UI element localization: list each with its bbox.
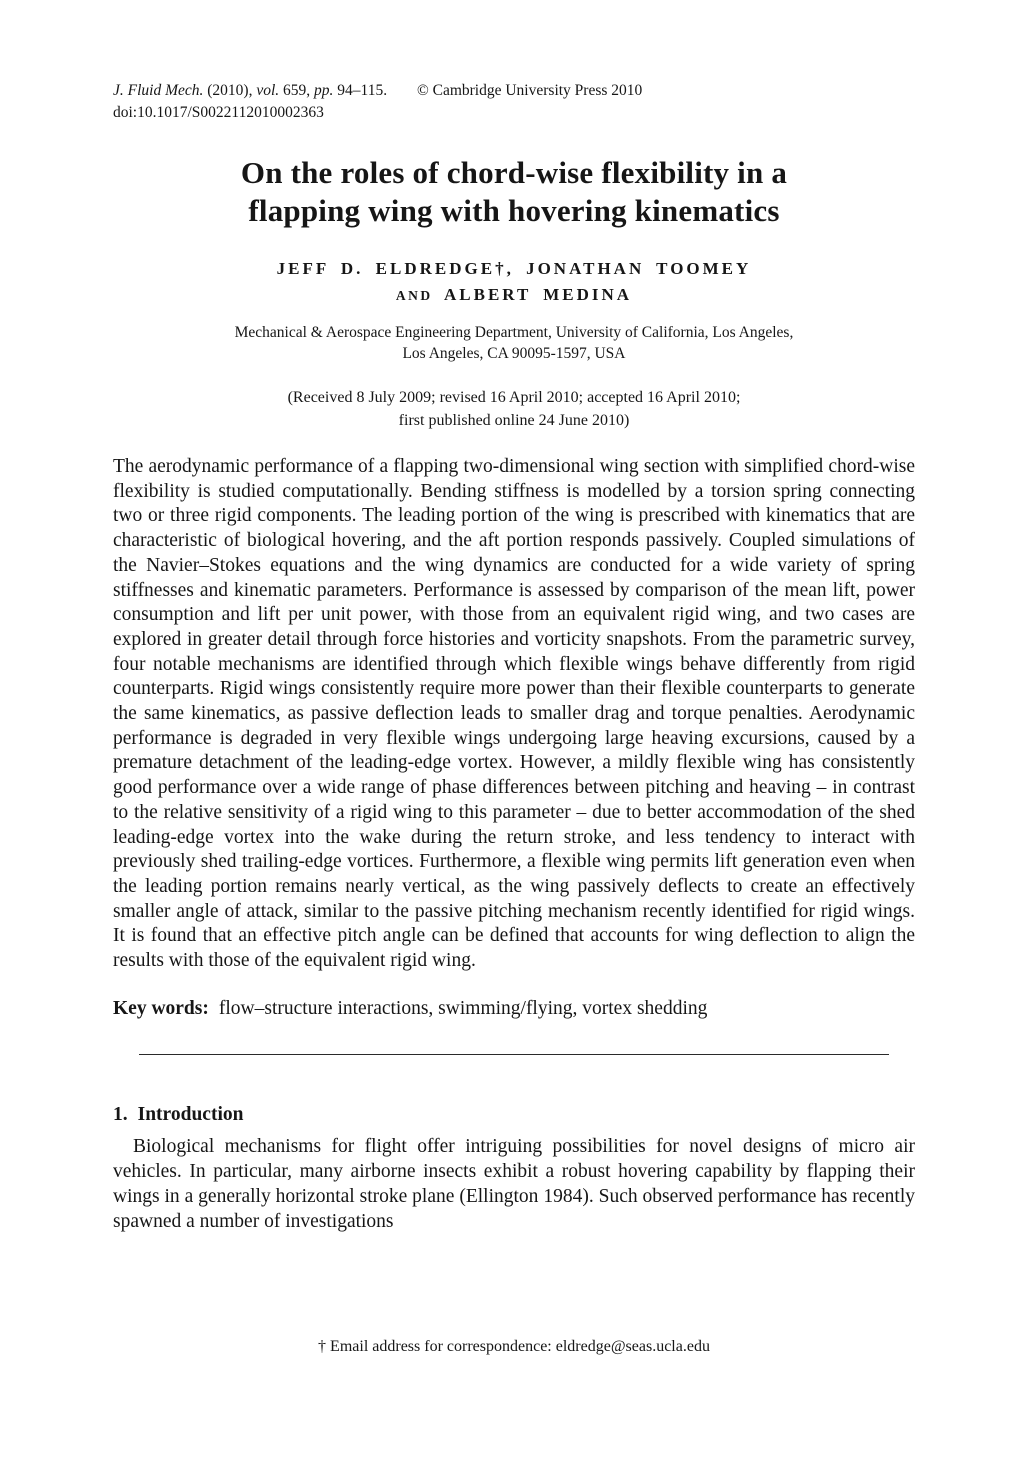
author-line-1: JEFF D. ELDREDGE†, JONATHAN TOOMEY: [276, 259, 752, 278]
journal-citation-line: [113, 80, 915, 102]
volume-number: 659,: [283, 82, 311, 99]
author-name-last: ALBERT MEDINA: [443, 285, 633, 304]
affiliation: [113, 322, 915, 364]
doi-line: doi:10.1017/S0022112010002363: [113, 104, 324, 121]
paper-title: [113, 154, 915, 230]
correspondence-footnote: † Email address for correspondence: eldredge@seas.ucla.edu: [318, 1338, 710, 1355]
title-line-1: On the roles of chord-wise flexibility in a: [240, 155, 788, 190]
journal-name: J. Fluid Mech.: [113, 82, 204, 99]
section-number: 1.: [113, 1103, 128, 1125]
pages-label: pp.: [314, 82, 334, 99]
keywords-terms: flow–structure interactions, swimming/flying, vortex shedding: [218, 997, 708, 1019]
introduction-paragraph: Biological mechanisms for flight offer intriguing possibilities for novel designs of micro air vehicles. In particular, many airborne insects exhibit a robust hovering capability by flapping their wings in a generally horizontal stroke plane (Ellington 1984). Such observed performance has recently spawned a number of investigations: [113, 1135, 915, 1232]
volume-label: vol.: [256, 82, 280, 99]
affiliation-line-1: Mechanical & Aerospace Engineering Department, University of California, Los Angeles,: [234, 324, 794, 341]
author-list: [113, 256, 915, 309]
keywords-label: Key words:: [113, 997, 209, 1019]
copyright-notice: © Cambridge University Press 2010: [416, 82, 643, 99]
affiliation-line-2: Los Angeles, CA 90095-1597, USA: [402, 345, 626, 362]
separator-rule: [139, 1054, 889, 1055]
section-heading-introduction: [113, 1102, 915, 1127]
keywords-line: [113, 996, 915, 1021]
received-dates: [113, 386, 915, 432]
section-title: Introduction: [137, 1103, 244, 1125]
author-line-2: [113, 282, 915, 309]
title-line-2: flapping wing with hovering kinematics: [248, 193, 780, 228]
and-label: AND: [395, 288, 433, 303]
masthead: [113, 80, 915, 124]
received-line-2: first published online 24 June 2010): [398, 412, 630, 429]
journal-year: (2010),: [207, 82, 253, 99]
pages-range: 94–115.: [337, 82, 388, 99]
page-content: [113, 0, 915, 1234]
received-line-1: (Received 8 July 2009; revised 16 April 2010; accepted 16 April 2010;: [287, 389, 741, 406]
abstract-paragraph: The aerodynamic performance of a flapping two-dimensional wing section with simplified chord-wise flexibility is studied computationally. Bending stiffness is modelled by a torsion spring connecting two or three rigid components. The leading portion of the wing is prescribed with kinematics that are characteristic of biological hovering, and the aft portion responds passively. Coupled simulations of the Navier–Stokes equations and the wing dynamics are conducted for a wide variety of spring stiffnesses and kinematic parameters. Performance is assessed by comparison of the mean lift, power consumption and lift per unit power, with those from an equivalent rigid wing, and two cases are explored in greater detail through force histories and vorticity snapshots. From the parametric survey, four notable mechanisms are identified through which flexible wings behave differently from rigid counterparts. Rigid wings consistently require more power than their flexible counterparts to generate the same kinematics, as passive deflection leads to smaller drag and torque penalties. Aerodynamic performance is degraded in very flexible wings undergoing large heaving excursions, caused by a premature detachment of the leading-edge vortex. However, a mildly flexible wing has consistently good performance over a wide range of phase differences between pitching and heaving – in contrast to the relative sensitivity of a rigid wing to this parameter – due to better accommodation of the shed leading-edge vortex into the wake during the return stroke, and less tendency to interact with previously shed trailing-edge vortices. Furthermore, a flexible wing permits lift generation even when the leading portion remains nearly vertical, as the wing passively deflects to create an effectively smaller angle of attack, similar to the passive pitching mechanism recently identified for rigid wings. It is found that an effective pitch angle can be defined that accounts for wing deflection to align the results with those of the equivalent rigid wing.: [113, 456, 915, 972]
